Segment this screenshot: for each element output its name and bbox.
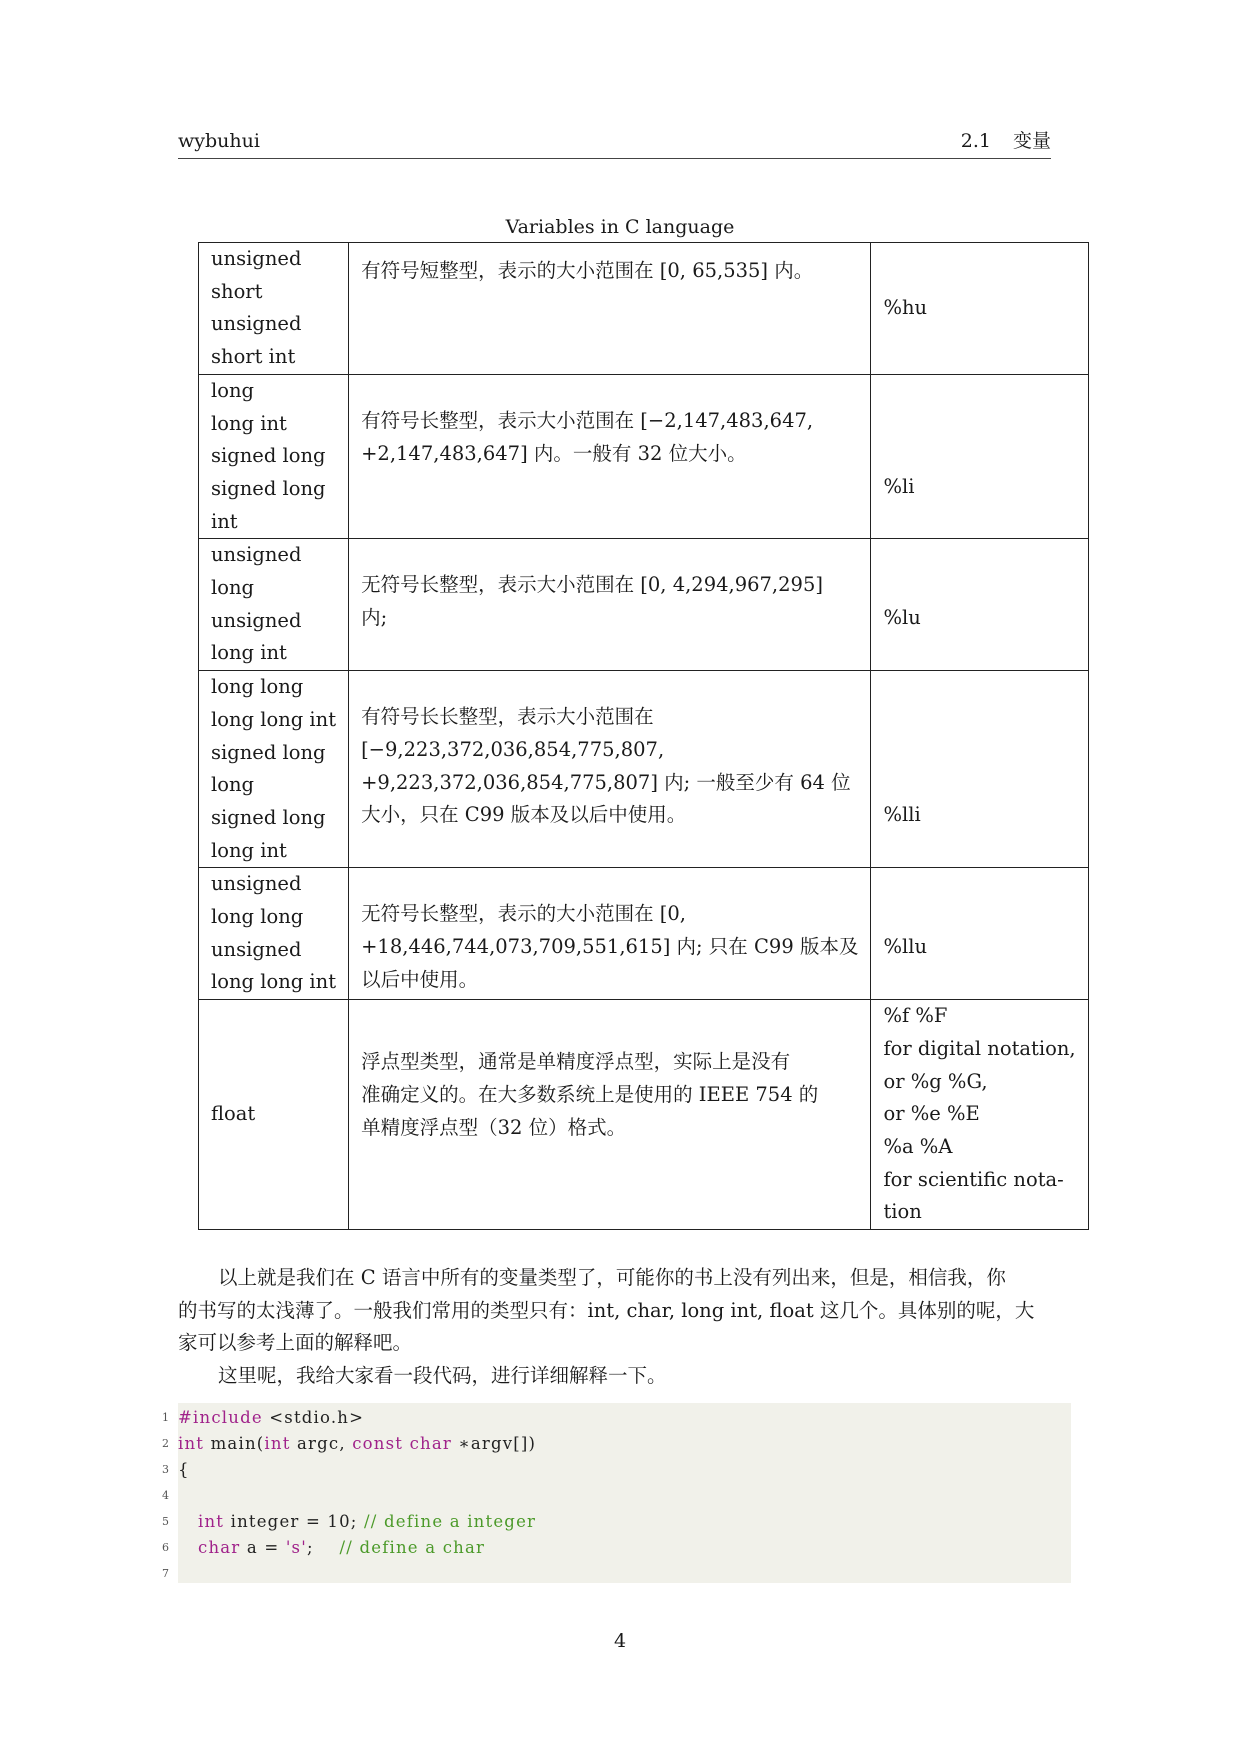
code-token: ;	[306, 1538, 340, 1557]
description-line: 无符号长整型，表示的大小范围在 [0,	[361, 902, 686, 926]
type-line: signed long	[211, 444, 326, 468]
type-cell	[199, 374, 349, 539]
type-line: signed long	[211, 805, 326, 829]
format-line: %lu	[883, 606, 921, 630]
type-line: signed long	[211, 740, 326, 764]
description-cell	[349, 243, 871, 375]
description-line: 有符号长整型，表示大小范围在 [−2,147,483,647,	[361, 408, 814, 432]
code-token: int	[198, 1512, 225, 1531]
header-section	[961, 128, 1051, 154]
type-line	[211, 473, 336, 506]
code-token: int	[178, 1434, 205, 1453]
type-cell	[199, 1000, 349, 1230]
line-number: 3	[162, 1463, 169, 1476]
format-line: or %g %G,	[883, 1069, 988, 1093]
type-line: long	[211, 378, 255, 402]
format-cell	[871, 868, 1088, 1000]
variables-table	[198, 242, 1089, 1230]
description-line: 内;	[361, 606, 388, 630]
table-row	[199, 243, 1089, 375]
description-cell	[349, 374, 871, 539]
description-line: 大小，只在 C99 版本及以后中使用。	[361, 803, 687, 827]
paragraph-line: 家可以参考上面的解释吧。	[178, 1331, 413, 1355]
type-line: unsigned	[211, 247, 302, 270]
code-token: {	[178, 1460, 190, 1479]
code-comment: // define a integer	[364, 1512, 537, 1531]
code-token: int	[264, 1434, 291, 1453]
description-line: 有符号长长整型，表示大小范围在	[361, 705, 654, 729]
code-token: ∗argv[])	[452, 1434, 537, 1453]
description-line: 有符号短整型，表示的大小范围在 [0, 65,535] 内。	[361, 259, 814, 282]
type-line: short int	[211, 345, 296, 369]
description-cell	[349, 671, 871, 868]
paragraph-line: 的书写的太浅薄了。一般我们常用的类型只有：int, char, long int, float 这几个。具体别的呢，大	[178, 1298, 1035, 1322]
paragraph-line: 这里呢，我给大家看一段代码，进行详细解释一下。	[218, 1364, 667, 1387]
format-line: %hu	[883, 296, 928, 320]
code-token: a =	[240, 1538, 286, 1557]
page-number: 4	[613, 1630, 627, 1652]
description-line: +2,147,483,647] 内。一般有 32 位大小。	[361, 441, 747, 465]
type-line: unsigned	[211, 608, 302, 632]
format-line: for scientific nota-	[883, 1167, 1064, 1191]
type-line: short	[211, 279, 263, 303]
table-caption: Variables in C language	[505, 216, 735, 238]
code-token: <stdio.h>	[262, 1408, 365, 1427]
line-number: 5	[162, 1515, 169, 1528]
description-line: 以后中使用。	[361, 967, 479, 991]
type-line: long long	[211, 905, 304, 929]
type-line: long	[211, 773, 255, 797]
code-string: 's'	[285, 1538, 307, 1557]
table-row	[199, 671, 1089, 868]
format-line: %llu	[883, 935, 928, 959]
table-row	[199, 868, 1089, 1000]
description-line: 单精度浮点型（32 位）格式。	[361, 1115, 627, 1139]
type-line: unsigned	[211, 872, 302, 896]
description-line: 准确定义的。在大多数系统上是使用的 IEEE 754 的	[361, 1082, 819, 1106]
code-listing	[178, 1403, 1071, 1583]
format-line: for digital notation,	[883, 1036, 1076, 1060]
code-line	[178, 1457, 190, 1483]
format-line: %a %A	[883, 1134, 953, 1158]
paragraph-line: 以上就是我们在 C 语言中所有的变量类型了，可能你的书上没有列出来，但是，相信我，你	[218, 1266, 1006, 1289]
format-cell	[871, 539, 1088, 671]
type-cell	[199, 243, 349, 375]
type-word: signed long	[211, 476, 326, 500]
code-token: char	[198, 1538, 241, 1557]
running-header	[178, 132, 1051, 159]
type-cell	[199, 539, 349, 671]
type-cell	[199, 868, 349, 1000]
line-number: 4	[162, 1489, 169, 1502]
type-line: unsigned	[211, 312, 302, 336]
code-line	[178, 1405, 364, 1431]
header-author: wybuhui	[178, 130, 260, 152]
type-line: unsigned	[211, 543, 302, 567]
type-line: int	[211, 509, 238, 533]
description-line: 浮点型类型，通常是单精度浮点型，实际上是没有	[361, 1050, 791, 1074]
format-line: %lli	[883, 803, 921, 827]
type-line: long long	[211, 675, 304, 699]
format-line: %li	[883, 474, 915, 498]
table-row	[199, 374, 1089, 539]
code-token: integer = 10;	[224, 1512, 365, 1531]
line-number: 7	[162, 1567, 169, 1580]
type-cell	[199, 671, 349, 868]
description-line: +18,446,744,073,709,551,615] 内; 只在 C99 版本及	[361, 935, 859, 959]
code-comment: // define a char	[339, 1538, 486, 1557]
paragraph-summary	[178, 1262, 1071, 1360]
format-cell	[871, 243, 1088, 375]
code-token: argc,	[290, 1434, 353, 1453]
format-line: or %e %E	[883, 1102, 980, 1126]
description-line: [−9,223,372,036,854,775,807,	[361, 737, 665, 761]
type-line: long int	[211, 411, 287, 435]
header-section-number: 2.1	[960, 130, 991, 152]
type-line: float	[211, 1102, 256, 1126]
format-cell	[871, 1000, 1088, 1230]
type-line: unsigned	[211, 937, 302, 961]
format-cell	[871, 671, 1088, 868]
table-row	[199, 1000, 1089, 1230]
code-token: main(	[204, 1434, 265, 1453]
description-line: +9,223,372,036,854,775,807] 内; 一般至少有 64 位	[361, 770, 851, 794]
format-line: %f %F	[883, 1004, 948, 1028]
code-token: #include	[178, 1408, 263, 1427]
code-line	[178, 1431, 536, 1457]
type-line: long int	[211, 838, 287, 862]
format-cell	[871, 374, 1088, 539]
table-row	[199, 539, 1089, 671]
type-line: long	[211, 576, 255, 600]
type-line: long int	[211, 641, 287, 665]
code-token: const	[352, 1434, 404, 1453]
code-line	[198, 1535, 485, 1561]
paragraph-intro-code	[178, 1360, 1071, 1393]
description-cell	[349, 868, 871, 1000]
code-line	[198, 1509, 536, 1535]
description-cell	[349, 1000, 871, 1230]
format-line: tion	[883, 1200, 922, 1224]
description-cell	[349, 539, 871, 671]
type-line: long long int	[211, 970, 337, 994]
header-section-title: 变量	[1012, 130, 1051, 152]
line-number: 6	[162, 1541, 169, 1554]
description-line: 无符号长整型，表示大小范围在 [0, 4,294,967,295]	[361, 573, 823, 597]
line-number: 1	[162, 1411, 169, 1424]
type-line: long long int	[211, 707, 337, 731]
code-token: char	[409, 1434, 452, 1453]
line-number: 2	[162, 1437, 169, 1450]
